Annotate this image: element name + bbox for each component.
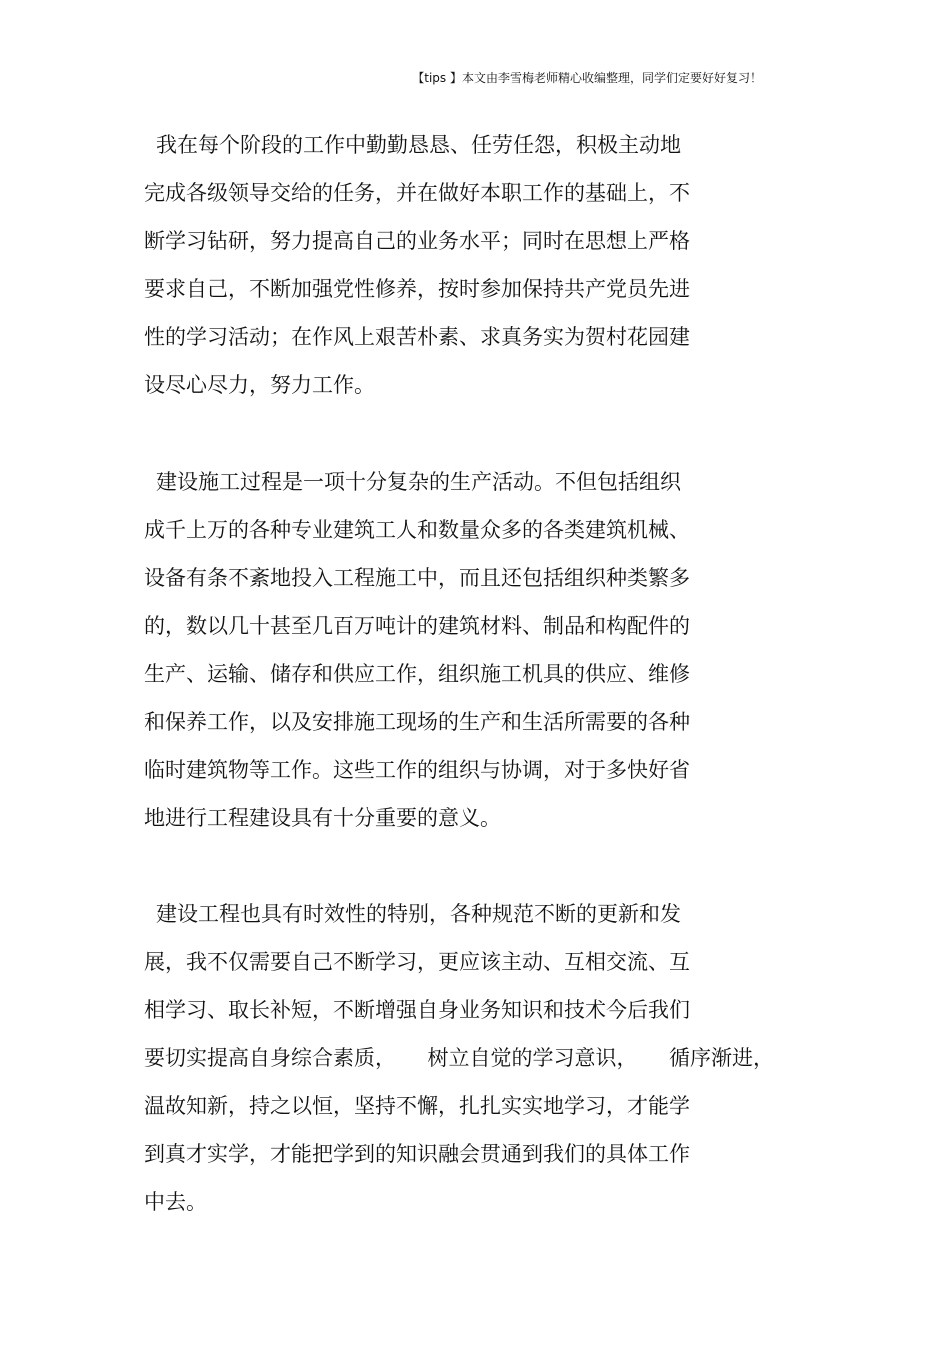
paragraph-construction-process [144,458,804,842]
paragraph-line: 断学习钻研，努力提高自己的业务水平；同时在思想上严格 [144,229,690,253]
paragraph-line: 建设施工过程是一项十分复杂的生产活动。不但包括组织 [156,470,681,494]
paragraph-line: 要切实提高自身综合素质， 树立自觉的学习意识， 循序渐进， [144,1046,774,1070]
paragraph-line: 相学习、取长补短，不断增强自身业务知识和技术今后我们 [144,998,690,1022]
paragraph-line: 临时建筑物等工作。这些工作的组织与协调，对于多快好省 [144,758,690,782]
paragraph-line: 建设工程也具有时效性的特别，各种规范不断的更新和发 [156,902,681,926]
paragraph-line: 设备有条不紊地投入工程施工中，而且还包括组织种类繁多 [144,566,690,590]
paragraph-line: 完成各级领导交给的任务，并在做好本职工作的基础上，不 [144,181,690,205]
paragraph-line: 我在每个阶段的工作中勤勤恳恳、任劳任怨，积极主动地 [156,133,681,157]
paragraph-line: 成千上万的各种专业建筑工人和数量众多的各类建筑机械、 [144,518,690,542]
paragraph-line: 温故知新，持之以恒，坚持不懈，扎扎实实地学习，才能学 [144,1094,690,1118]
header-tip: 【tips 】本文由李雪梅老师精心收编整理，同学们定要好好复习！ [412,71,762,85]
paragraph-line: 到真才实学，才能把学到的知识融会贯通到我们的具体工作 [144,1142,690,1166]
paragraph-line: 性的学习活动；在作风上艰苦朴素、求真务实为贺村花园建 [144,325,690,349]
paragraph-line: 中去。 [144,1190,207,1214]
paragraph-line: 要求自己，不断加强党性修养，按时参加保持共产党员先进 [144,277,690,301]
paragraph-line: 展，我不仅需要自己不断学习，更应该主动、互相交流、互 [144,950,690,974]
paragraph-line: 设尽心尽力，努力工作。 [144,373,375,397]
paragraph-line: 的，数以几十甚至几百万吨计的建筑材料、制品和构配件的 [144,614,690,638]
paragraph-continuous-learning [144,890,804,1226]
paragraph-line: 和保养工作，以及安排施工现场的生产和生活所需要的各种 [144,710,690,734]
paragraph-work-attitude [144,121,804,409]
paragraph-line: 生产、运输、储存和供应工作，组织施工机具的供应、维修 [144,662,690,686]
paragraph-line: 地进行工程建设具有十分重要的意义。 [144,806,501,830]
